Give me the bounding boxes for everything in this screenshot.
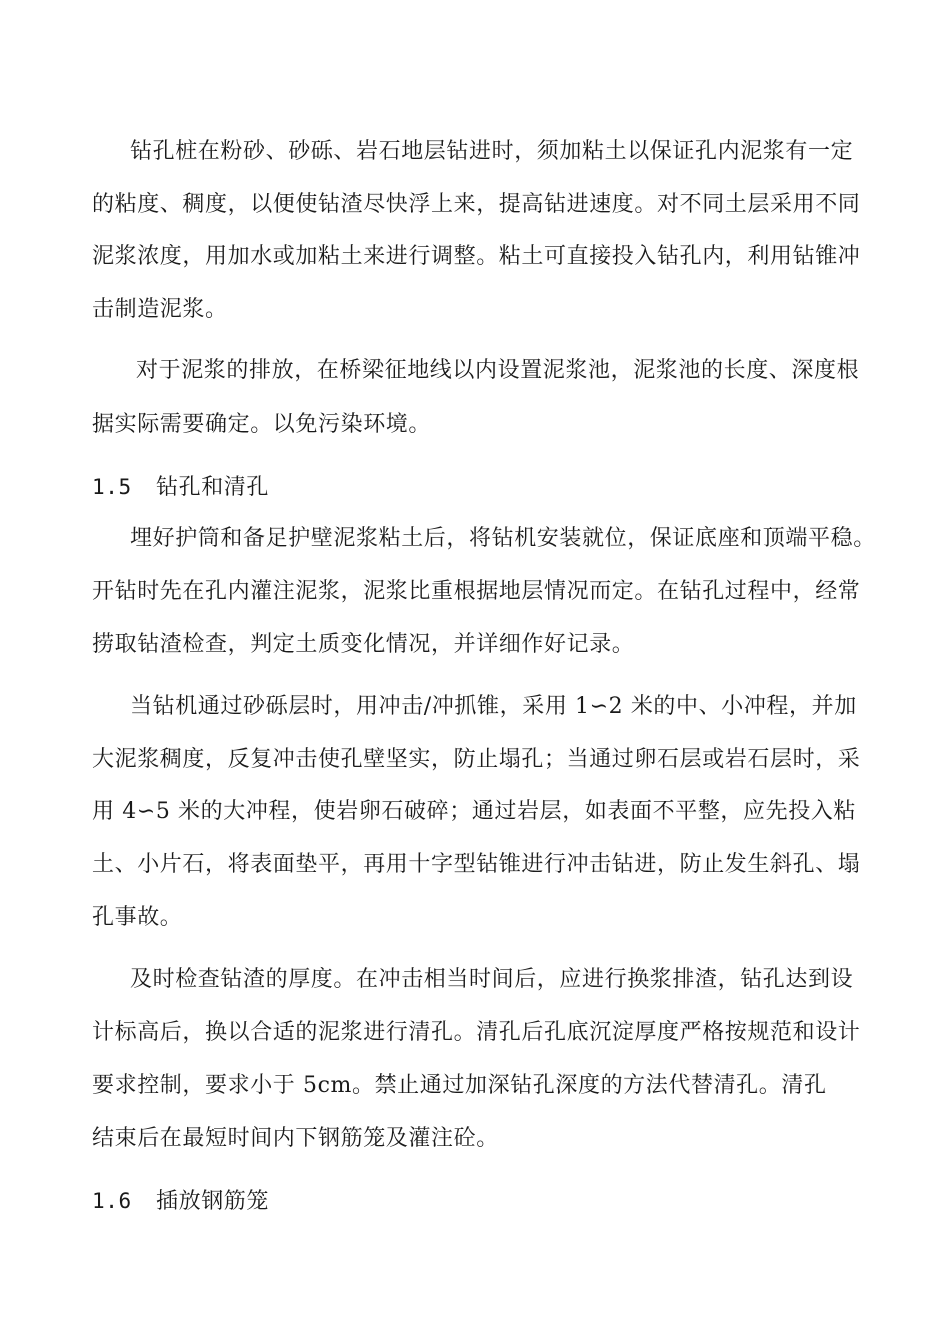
paragraph-3-line-3: 捞取钻渣检查，判定土质变化情况，并详细作好记录。: [92, 632, 635, 657]
paragraph-3-line-2: 开钻时先在孔内灌注泥浆，泥浆比重根据地层情况而定。在钻孔过程中，经常: [92, 579, 861, 604]
paragraph-2-line-2: 据实际需要确定。以免污染环境。: [92, 412, 432, 437]
section-title: 插放钢筋笼: [156, 1189, 270, 1214]
section-title: 钻孔和清孔: [156, 475, 270, 500]
paragraph-5-line-2: 计标高后，换以合适的泥浆进行清孔。清孔后孔底沉淀厚度严格按规范和设计: [92, 1020, 861, 1045]
section-heading-1-5: [92, 472, 269, 503]
paragraph-5-line-4: 结束后在最短时间内下钢筋笼及灌注砼。: [92, 1126, 499, 1151]
paragraph-1-line-2: 的粘度、稠度，以便使钻渣尽快浮上来，提高钻进速度。对不同土层采用不同: [92, 192, 861, 217]
paragraph-3-line-1: 埋好护筒和备足护壁泥浆粘土后，将钻机安装就位，保证底座和顶端平稳。: [130, 526, 876, 551]
paragraph-5-line-1: 及时检查钻渣的厚度。在冲击相当时间后，应进行换浆排渣，钻孔达到设: [130, 967, 854, 992]
paragraph-4-line-5: 孔事故。: [92, 905, 183, 930]
paragraph-5-line-3: 要求控制，要求小于 5cm。禁止通过加深钻孔深度的方法代替清孔。清孔: [92, 1073, 827, 1098]
section-heading-1-6: [92, 1186, 269, 1217]
paragraph-4-line-4: 土、小片石，将表面垫平，再用十字型钻锥进行冲击钻进，防止发生斜孔、塌: [92, 852, 861, 877]
section-number: 1.5: [92, 475, 132, 499]
paragraph-4-line-2: 大泥浆稠度，反复冲击使孔壁坚实，防止塌孔；当通过卵石层或岩石层时，采: [92, 747, 861, 772]
paragraph-2-line-1: 对于泥浆的排放，在桥梁征地线以内设置泥浆池，泥浆池的长度、深度根: [136, 358, 860, 383]
paragraph-4-line-3: 用 4∽5 米的大冲程，使岩卵石破碎；通过岩层，如表面不平整，应先投入粘: [92, 799, 857, 824]
section-number: 1.6: [92, 1189, 132, 1213]
paragraph-1-line-4: 击制造泥浆。: [92, 297, 228, 322]
paragraph-4-line-1: 当钻机通过砂砾层时，用冲击/冲抓锥，采用 1∽2 米的中、小冲程，并加: [130, 694, 857, 719]
paragraph-1-line-1: 钻孔桩在粉砂、砂砾、岩石地层钻进时，须加粘土以保证孔内泥浆有一定: [130, 139, 854, 164]
paragraph-1-line-3: 泥浆浓度，用加水或加粘土来进行调整。粘土可直接投入钻孔内，利用钻锥冲: [92, 244, 861, 269]
